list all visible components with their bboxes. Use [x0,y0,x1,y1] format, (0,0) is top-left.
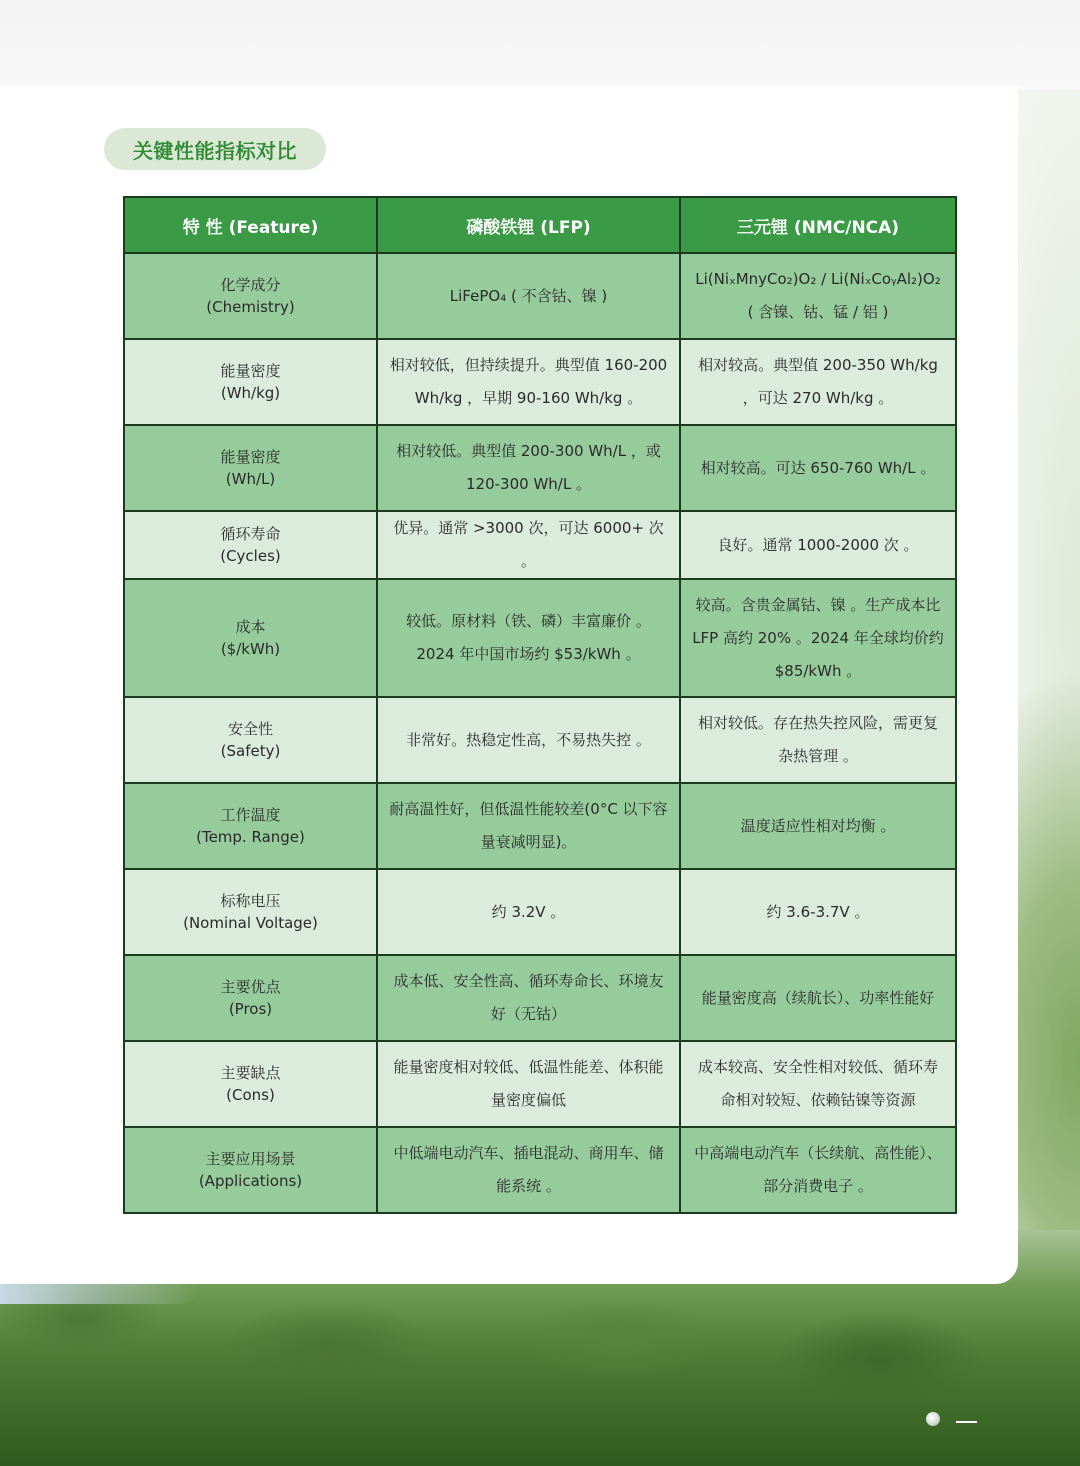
comparison-table [123,196,957,1214]
lfp-cell: 较低。原材料（铁、磷）丰富廉价 。2024 年中国市场约 $53/kWh 。 [377,579,680,697]
feature-cn: 循环寿命 [220,525,281,543]
page-marker-icon [926,1412,940,1426]
feature-cell [124,783,377,869]
table-row [124,253,956,339]
feature-cell [124,697,377,783]
table-row [124,425,956,511]
lfp-cell: 耐高温性好，但低温性能较差(0°C 以下容量衰减明显)。 [377,783,680,869]
page-dash [956,1421,977,1423]
feature-cell [124,1041,377,1127]
table-row [124,1041,956,1127]
lfp-cell: LiFePO₄ ( 不含钴、镍 ) [377,253,680,339]
water-image [0,1282,200,1304]
table-row [124,1127,956,1213]
nmc-cell: 相对较低。存在热失控风险，需更复杂热管理 。 [680,697,956,783]
feature-cn: 主要优点 [220,978,281,996]
table-row [124,783,956,869]
feature-cn: 标称电压 [220,892,281,910]
header-feature: 特 性 (Feature) [124,197,377,253]
feature-cell [124,339,377,425]
feature-cell [124,425,377,511]
section-title-pill [104,128,326,170]
feature-en: (Temp. Range) [196,828,305,846]
table-row [124,869,956,955]
feature-en: ($/kWh) [220,640,281,658]
table-row [124,579,956,697]
feature-en: (Wh/kg) [220,384,281,402]
feature-en: (Cycles) [220,547,281,565]
nmc-cell: 约 3.6-3.7V 。 [680,869,956,955]
feature-cell [124,253,377,339]
top-band [0,0,1080,90]
nmc-cell: 成本较高、安全性相对较低、循环寿命相对较短、依赖钴镍等资源 [680,1041,956,1127]
table-row [124,955,956,1041]
feature-cell [124,579,377,697]
nmc-cell: 良好。通常 1000-2000 次 。 [680,511,956,579]
nmc-cell: 相对较高。典型值 200-350 Wh/kg ，可达 270 Wh/kg 。 [680,339,956,425]
header-nmc: 三元锂 (NMC/NCA) [680,197,956,253]
lfp-cell: 约 3.2V 。 [377,869,680,955]
table-row [124,339,956,425]
nmc-cell: 较高。含贵金属钴、镍 。生产成本比 LFP 高约 20% 。2024 年全球均价约 $85/kWh 。 [680,579,956,697]
feature-cell [124,1127,377,1213]
feature-en: (Nominal Voltage) [183,914,318,932]
feature-cn: 主要缺点 [220,1064,281,1082]
feature-cn: 工作温度 [220,806,281,824]
lfp-cell: 中低端电动汽车、插电混动、商用车、储能系统 。 [377,1127,680,1213]
lfp-cell: 优异。通常 >3000 次，可达 6000+ 次 。 [377,511,680,579]
nmc-cell: 中高端电动汽车（长续航、高性能）、部分消费电子 。 [680,1127,956,1213]
lfp-cell: 非常好。热稳定性高，不易热失控 。 [377,697,680,783]
lfp-cell: 能量密度相对较低、低温性能差、体积能量密度偏低 [377,1041,680,1127]
nmc-cell: Li(NiₓMnyCo₂)O₂ / Li(NiₓCoᵧAl₂)O₂ ( 含镍、钴、锰 / 铝 ) [680,253,956,339]
feature-cell [124,955,377,1041]
feature-cn: 能量密度 [220,362,281,380]
section-title: 关键性能指标对比 [133,138,297,163]
feature-en: (Safety) [220,742,281,760]
feature-cell [124,869,377,955]
feature-en: (Applications) [198,1172,303,1190]
feature-en: (Cons) [226,1086,275,1104]
feature-cn: 安全性 [227,720,273,738]
nmc-cell: 相对较高。可达 650-760 Wh/L 。 [680,425,956,511]
nmc-cell: 能量密度高（续航长）、功率性能好 [680,955,956,1041]
table-row [124,511,956,579]
table-header-row [124,197,956,253]
feature-cn: 化学成分 [220,276,281,294]
feature-cn: 成本 [235,618,266,636]
lfp-cell: 相对较低，但持续提升。典型值 160-200 Wh/kg ，早期 90-160 Wh/kg 。 [377,339,680,425]
feature-en: (Wh/L) [225,470,276,488]
header-lfp: 磷酸铁锂 (LFP) [377,197,680,253]
table-row [124,697,956,783]
feature-en: (Chemistry) [206,298,295,316]
feature-cn: 能量密度 [220,448,281,466]
lfp-cell: 成本低、安全性高、循环寿命长、环境友好（无钴） [377,955,680,1041]
feature-cn: 主要应用场景 [205,1150,296,1168]
lfp-cell: 相对较低。典型值 200-300 Wh/L ，或 120-300 Wh/L 。 [377,425,680,511]
feature-cell [124,511,377,579]
nmc-cell: 温度适应性相对均衡 。 [680,783,956,869]
feature-en: (Pros) [228,1000,273,1018]
